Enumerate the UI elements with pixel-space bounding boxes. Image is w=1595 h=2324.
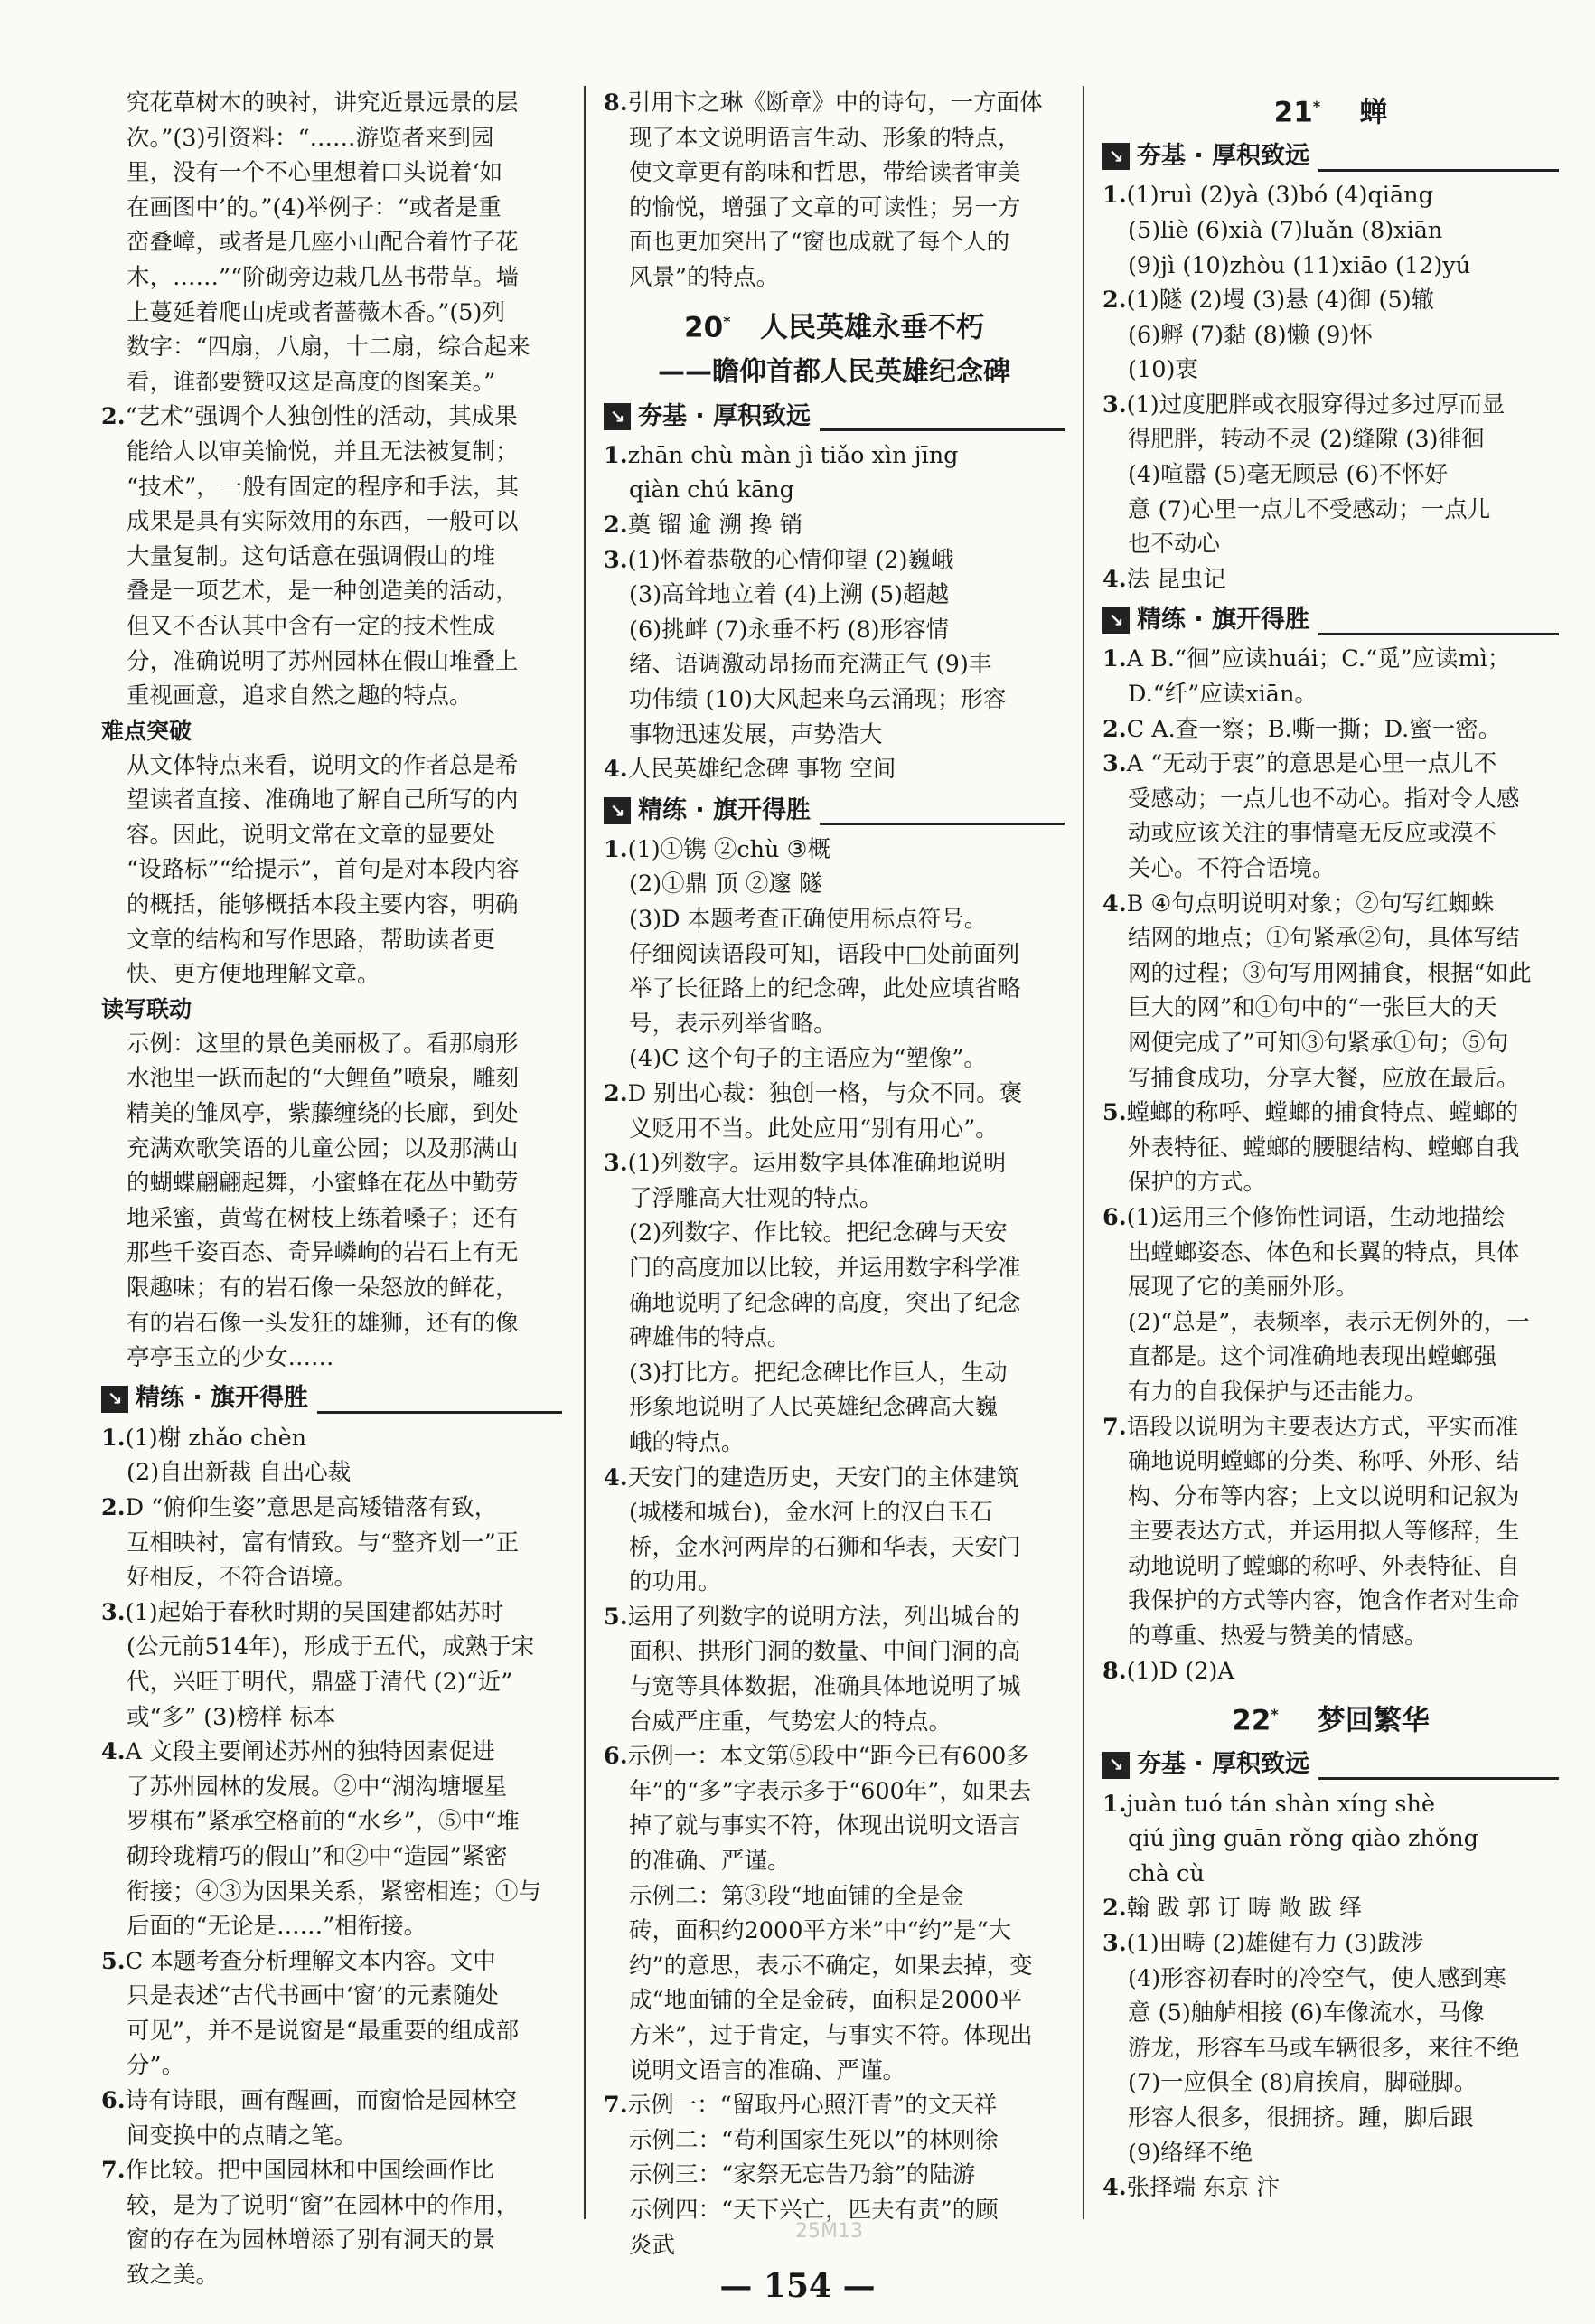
text-line: 成果是具有实际效用的东西，一般可以 [127,508,519,536]
text-line: 使文章更有韵味和哲思，带给读者审美 [629,159,1021,187]
text-line: 叠是一项艺术，是一种创造美的活动， [127,578,519,606]
text-line: 构、分布等内容；上文以说明和记叙为 [1128,1482,1520,1510]
text-line: 4.张择端 东京 汴 [1102,2174,1280,2202]
text-line: 举了长征路上的纪念碑，此处应填省略 [629,975,1021,1003]
text-line: 动或应该关注的事情毫无反应或漠不 [1128,820,1497,848]
text-line: 数字：“四扇，八扇，十二扇，综合起来 [127,334,530,362]
text-line: 4.法 昆虫记 [1102,565,1226,593]
text-line: 得肥胖，转动不灵 (2)缝隙 (3)徘徊 [1128,426,1485,454]
text-line: 的尊重、热爱与赞美的情感。 [1128,1623,1428,1651]
text-line: 只是表述“古代书画中‘窗’的元素随处 [127,1982,499,2010]
text-line: (2)“总是”，表频率，表示无例外的，一 [1128,1308,1530,1336]
text-line: (4)喧嚣 (5)毫无顾忌 (6)不怀好 [1128,461,1449,489]
text-line: 2.奠 镏 逾 溯 搀 销 [604,512,803,540]
text-line: (5)liè (6)xià (7)luǎn (8)xiān [1128,216,1443,244]
text-line: (3)打比方。把纪念碑比作巨人，生动 [629,1359,1008,1387]
lesson-number: 20 [684,310,724,343]
text-line: 示例二：“苟利国家生死以”的林则徐 [629,2126,999,2154]
answer-block [101,86,562,400]
text-line: 重视画意，追求自然之趣的特点。 [127,682,473,710]
text-line: chà cù [1128,1859,1205,1887]
lesson-name: 蝉 [1359,96,1388,129]
text-line: 3.(1)列数字。运用数字具体准确地说明 [604,1150,1007,1178]
text-line: 分，准确说明了苏州园林在假山堆叠上 [127,647,519,675]
text-line: 地采蜜，黄莺在树枝上练着嗓子；还有 [127,1204,519,1232]
text-line: 3.(1)过度肥胖或衣服穿得过多过厚而显 [1102,390,1506,419]
text-line: 5.C 本题考查分析理解文本内容。文中 [101,1947,496,1975]
answer-block [604,438,1065,787]
text-line: 形象地说明了人民英雄纪念碑高大巍 [629,1394,999,1422]
text-line: 5.运用了列数字的说明方法，列出城台的 [604,1603,1020,1631]
section-title: 精练 · 旗开得胜 [638,795,812,824]
text-line: 代，兴旺于明代，鼎盛于清代 (2)“近” [127,1668,513,1696]
text-line: 砖，面积约2000平方米”中“约”是“大 [629,1917,1012,1945]
text-line: 较，是为了说明“窗”在园林中的作用， [127,2191,520,2219]
text-line: 衔接；④③为因果关系，紧密相连；①与 [127,1877,542,1905]
answer-block [101,1421,562,2293]
column-divider [1083,86,1084,2219]
text-line: 6.(1)运用三个修饰性词语，生动地描绘 [1102,1203,1506,1231]
text-line: (4)形容初春时的冷空气，使人感到寒 [1128,1964,1506,1992]
text-line: 也不动心 [1128,531,1221,559]
section-title: 夯基 · 厚积致远 [638,401,812,430]
text-line: (2)自出新裁 自出心裁 [127,1459,352,1487]
text-line: 意 (7)心里一点儿不受感动；一点儿 [1128,495,1491,523]
text-line: 展现了它的美丽外形。 [1128,1274,1359,1302]
answer-block [1102,178,1559,597]
text-line: 炎武 [629,2231,676,2259]
text-line: “技术”，一般有固定的程序和手法，其 [127,473,520,501]
text-line: 有的岩石像一头发狂的雄狮，还有的像 [127,1309,519,1337]
text-line: 现了本文说明语言生动、形象的特点， [629,124,1021,152]
lesson-name: 人民英雄永垂不朽 [759,310,984,343]
text-line: 5.螳螂的称呼、螳螂的捕食特点、螳螂的 [1102,1099,1519,1127]
text-line: 巨大的网”和①句中的“一张巨大的天 [1128,994,1497,1022]
text-line: 分”。 [127,2052,185,2080]
text-line: 意 (5)舳舻相接 (6)车像流水，马像 [1128,1999,1485,2028]
text-line: (城楼和城台)，金水河上的汉白玉石 [629,1499,993,1527]
lesson-title: 20* 人民英雄永垂不朽 [684,310,984,343]
column-divider [584,86,586,2219]
section-title: 夯基 · 厚积致远 [1137,142,1310,171]
text-line: 次。”(3)引资料：“……游览者来到园 [127,124,494,152]
text-line: (3)D 本题考查正确使用标点符号。 [629,906,988,934]
answer-block [101,400,562,713]
text-line: 确地说明螳螂的分类、称呼、外形、结 [1128,1448,1520,1476]
text-line: 能给人以审美愉悦，并且无法被复制； [127,438,519,466]
text-line: 形容人很多，很拥挤。踵，脚后跟 [1128,2103,1474,2131]
text-line: 台威严庄重，气势宏大的特点。 [629,1708,952,1736]
section-header [604,793,1065,829]
text-line: (2)列数字、作比较。把纪念碑与天安 [629,1219,1008,1247]
text-line: 6.诗有诗眼，画有醒画，而窗恰是园林空 [101,2087,518,2115]
text-line: 保护的方式。 [1128,1169,1267,1197]
text-line: 说明文语言的准确、严谨。 [629,2056,906,2084]
text-line: 6.示例一：本文第⑤段中“距今已有600多 [604,1743,1029,1771]
text-line: 木，……”“阶砌旁边栽几丛书带草。墙 [127,263,520,291]
text-line: D.“纤”应读xiān。 [1128,681,1318,709]
text-line: 1.juàn tuó tán shàn xíng shè [1102,1790,1436,1818]
text-line: 游龙，形容车马或车辆很多，来往不绝 [1128,2034,1520,2062]
text-line: 动地说明了螳螂的称呼、外表特征、自 [1128,1552,1520,1580]
text-line: 1.(1)ruì (2)yà (3)bó (4)qiāng [1102,182,1433,210]
text-line: 出螳螂姿态、体色和长翼的特点，具体 [1128,1238,1520,1266]
text-line: 绪、语调激动昂扬而充满正气 (9)丰 [629,651,992,679]
text-line: 7.语段以说明为主要表达方式，平实而准 [1102,1413,1519,1441]
text-line: 桥，金水河两岸的石狮和华表，天安门 [629,1533,1021,1561]
answer-block [1102,642,1559,1689]
text-line: 文章的结构和写作思路，帮助读者更 [127,926,496,954]
text-line: (10)衷 [1128,356,1198,384]
text-line: 窗的存在为园林增添了别有洞天的景 [127,2226,496,2254]
text-line: 主要表达方式，并运用拟人等修辞，生 [1128,1518,1520,1546]
text-line: 4.天安门的建造历史，天安门的主体建筑 [604,1463,1020,1491]
text-line: 外表特征、螳螂的腰腿结构、螳螂自我 [1128,1134,1520,1162]
text-line: 3.(1)怀着恭敬的心情仰望 (2)巍峨 [604,546,954,574]
text-line: 7.作比较。把中国园林和中国绘画作比 [101,2157,494,2185]
text-line: 我保护的方式等内容，饱含作者对生命 [1128,1587,1520,1615]
section-arrow-icon: ↘ [604,797,631,824]
text-line: 事物迅速发展，声势浩大 [629,720,883,748]
text-line: 风景”的特点。 [629,263,780,291]
section-title: 精练 · 旗开得胜 [1137,606,1310,635]
text-line: qiàn chú kāng [629,476,794,504]
text-line: 结网的地点；①句紧承②句，具体写结 [1128,925,1520,953]
text-line: 网的过程；③句写用网捕食，根据“如此 [1128,959,1532,987]
text-line: 掉了就与事实不符，体现出说明文语言 [629,1812,1021,1840]
section-title: 精练 · 旗开得胜 [136,1384,309,1413]
text-line: 写捕食成功，分享大餐，应放在最后。 [1128,1064,1520,1092]
text-line: 与宽等具体数据，准确具体地说明了城 [629,1673,1021,1701]
answer-block [1102,1787,1559,2206]
text-line: 砌玲珑精巧的假山”和②中“造园”紧密 [127,1842,508,1870]
lesson-number: 22 [1232,1704,1271,1737]
text-line: (4)C 这个句子的主语应为“塑像”。 [629,1045,987,1073]
text-line: (6)挑衅 (7)永垂不朽 (8)形容情 [629,616,950,644]
section-arrow-icon: ↘ [604,403,631,430]
column-3 [1102,86,1559,2206]
subheading-duxie: 读写联动 [101,995,192,1022]
text-line: 号，表示列举省略。 [629,1010,837,1038]
text-line: (9)jì (10)zhòu (11)xiāo (12)yú [1128,251,1471,279]
text-line: 义贬用不当。此处应用“别有用心”。 [629,1115,999,1143]
text-line: 了浮雕高大壮观的特点。 [629,1184,883,1212]
text-line: 究花草树木的映衬，讲究近景远景的层 [127,89,519,117]
text-line: 方米”，过于肯定，与事实不符。体现出 [629,2022,1033,2050]
text-line: 的功用。 [629,1568,722,1596]
section-header [1102,1747,1559,1783]
text-line: (9)络绎不绝 [1128,2139,1253,2167]
text-line: 可见”，并不是说窗是“最重要的组成部 [127,2017,520,2045]
text-line: 快、更方便地理解文章。 [127,961,380,989]
text-line: 间变换中的点睛之笔。 [127,2122,358,2150]
text-line: 8.引用卞之琳《断章》中的诗句，一方面体 [604,89,1043,117]
answer-block [604,86,1065,296]
text-line: 2.(1)隧 (2)墁 (3)悬 (4)御 (5)辙 [1102,287,1435,315]
lesson-title: 21* 蝉 [1273,96,1388,129]
section-header [604,399,1065,435]
text-line: 好相反，不符合语境。 [127,1564,358,1592]
text-line: 2.C A.查一察；B.嘶一撕；D.蜜一密。 [1102,715,1502,743]
text-line: 或“多” (3)榜样 标本 [127,1703,336,1731]
text-line: 罗棋布”紧承空格前的“水乡”，⑤中“堆 [127,1808,520,1836]
text-line: (7)一应俱全 (8)肩挨肩，脚碰脚。 [1128,2069,1478,2097]
text-line: 4.A 文段主要阐述苏州的独特因素促进 [101,1738,495,1766]
text-line: 的准确、严谨。 [629,1848,791,1876]
text-line: 3.A “无动于衷”的意思是心里一点儿不 [1102,750,1497,778]
text-line: 1.(1)榭 zhǎo chèn [101,1424,307,1452]
text-line: (6)孵 (7)黏 (8)懒 (9)怀 [1128,321,1373,349]
text-line: 成“地面铺的全是金砖，面积是2000平 [629,1987,1022,2015]
section-header [101,1381,562,1417]
section-title: 夯基 · 厚积致远 [1137,1750,1310,1779]
text-line: 的愉悦，增强了文章的可读性；另一方 [629,193,1021,221]
text-line: 限趣味；有的岩石像一朵怒放的鲜花， [127,1275,519,1302]
text-line: 望读者直接、准确地了解自己所写的内 [127,786,519,814]
text-line: 2.D 别出心裁：独创一格，与众不同。褒 [604,1079,1023,1107]
section-arrow-icon: ↘ [101,1386,128,1413]
text-line: qiú jìng guān rǒng qiào zhǒng [1128,1825,1478,1853]
section-arrow-icon: ↘ [1102,1752,1130,1779]
text-line: 但又不否认其中含有一定的技术性成 [127,612,496,640]
text-line: 水池里一跃而起的“大鲤鱼”喷泉，雕刻 [127,1065,520,1093]
text-line: 关心。不符合语境。 [1128,855,1336,883]
lesson-title: 22* 梦回繁华 [1232,1704,1430,1737]
section-arrow-icon: ↘ [1102,607,1130,634]
text-line: 约”的意思，表示不确定，如果去掉，变 [629,1952,1033,1980]
text-line: “设路标”“给提示”，首句是对本段内容 [127,856,520,884]
column-1 [101,86,562,2293]
lesson-subtitle: ——瞻仰首都人民英雄纪念碑 [658,355,1010,388]
text-line: 1.(1)①镌 ②chù ③概 [604,835,830,863]
text-line: 那些千姿百态、奇异嶙峋的岩石上有无 [127,1239,519,1267]
text-line: 从文体特点来看，说明文的作者总是希 [127,751,519,779]
text-line: 看，谁都要赞叹这是高度的图案美。” [127,368,496,396]
text-line: 互相映衬，富有情致。与“整齐划一”正 [127,1529,520,1557]
text-line: 有力的自我保护与还击能力。 [1128,1378,1428,1406]
text-line: 里，没有一个不心里想着口头说着‘如 [127,159,503,187]
text-line: 碑雄伟的特点。 [629,1324,791,1352]
lesson-number: 21 [1273,96,1313,129]
text-line: 的概括，能够概括本段主要内容，明确 [127,891,519,919]
text-line: 直都是。这个词准确地表现出螳螂强 [1128,1343,1497,1371]
text-line: 功伟绩 (10)大风起来乌云涌现；形容 [629,686,1007,714]
text-line: 在画图中’的。”(4)举例子：“或者是重 [127,193,502,221]
answer-block [101,1027,562,1376]
subheading-nandian: 难点突破 [101,717,192,744]
text-line: (3)高耸地立着 (4)上溯 (5)超越 [629,581,950,609]
section-header [1102,138,1559,174]
text-line: 3.(1)田畴 (2)雄健有力 (3)跋涉 [1102,1929,1424,1957]
text-line: 2.翰 跋 郭 订 畴 敞 跋 绎 [1102,1895,1363,1923]
text-line: 上蔓延着爬山虎或者蔷薇木香。”(5)列 [127,298,505,326]
page-number: — 154 — [719,2267,876,2305]
text-line: 1.A B.“徊”应读huái；C.“觅”应读mì； [1102,645,1511,673]
text-line: (公元前514年)，形成于五代，成熟于宋 [127,1633,535,1661]
text-line: 的蝴蝶翩翩起舞，小蜜蜂在花丛中勤劳 [127,1170,519,1198]
text-line: 充满欢歌笑语的儿童公园；以及那满山 [127,1134,519,1162]
text-line: 4.B ④句点明说明对象；②句写红蜘蛛 [1102,889,1495,917]
answer-block [101,748,562,993]
text-line: 面也更加突出了“窗也成就了每个人的 [629,229,1010,257]
text-line: 峨的特点。 [629,1428,745,1456]
text-line: 亭亭玉立的少女…… [127,1344,334,1372]
text-line: 后面的“无论是……”相衔接。 [127,1913,427,1941]
lesson-name: 梦回繁华 [1317,1704,1430,1737]
text-line: 大量复制。这句话意在强调假山的堆 [127,542,496,570]
text-line: 致之美。 [127,2262,220,2290]
text-line: 2.“艺术”强调个人独创性的活动，其成果 [101,403,518,431]
text-line: 确地说明了纪念碑的高度，突出了纪念 [629,1289,1021,1317]
text-line: 仔细阅读语段可知，语段中□处前面列 [629,940,1020,968]
text-line: 8.(1)D (2)A [1102,1657,1234,1685]
text-line: 3.(1)起始于春秋时期的吴国建都姑苏时 [101,1598,504,1626]
section-arrow-icon: ↘ [1102,143,1130,170]
watermark: 25M13 [795,2220,863,2243]
text-line: 网便完成了”可知③句紧承①句；⑤句 [1128,1029,1509,1057]
text-line: 精美的雏凤亭，紫藤缠绕的长廊，到处 [127,1100,519,1128]
text-line: (2)①鼎 顶 ②邃 隧 [629,870,822,899]
text-line: 示例：这里的景色美丽极了。看那扇形 [127,1030,519,1058]
text-line: 1.zhān chù màn jì tiǎo xìn jīng [604,441,959,469]
text-line: 面积、拱形门洞的数量、中间门洞的高 [629,1638,1021,1666]
text-line: 容。因此，说明文常在文章的显要处 [127,821,496,849]
text-line: 年”的“多”字表示多于“600年”，如果去 [629,1777,1032,1805]
text-line: 示例二：第③段“地面铺的全是金 [629,1882,964,1910]
column-2 [604,86,1065,2263]
answer-block [604,833,1065,2263]
text-line: 示例四：“天下兴亡，匹夫有责”的顾 [629,2196,999,2224]
section-header [1102,602,1559,638]
text-line: 4.人民英雄纪念碑 事物 空间 [604,756,896,784]
text-line: 2.D “俯仰生姿”意思是高矮错落有致， [101,1493,498,1521]
text-line: 门的高度加以比较，并运用数字科学准 [629,1254,1021,1282]
text-line: 7.示例一：“留取丹心照汗青”的文天祥 [604,2092,998,2120]
text-line: 了苏州园林的发展。②中“湖沟塘堰星 [127,1773,508,1801]
text-line: 受感动；一点儿也不动心。指对令人感 [1128,785,1520,813]
text-line: 峦叠嶂，或者是几座小山配合着竹子花 [127,229,519,257]
text-line: 示例三：“家祭无忘告乃翁”的陆游 [629,2161,976,2189]
